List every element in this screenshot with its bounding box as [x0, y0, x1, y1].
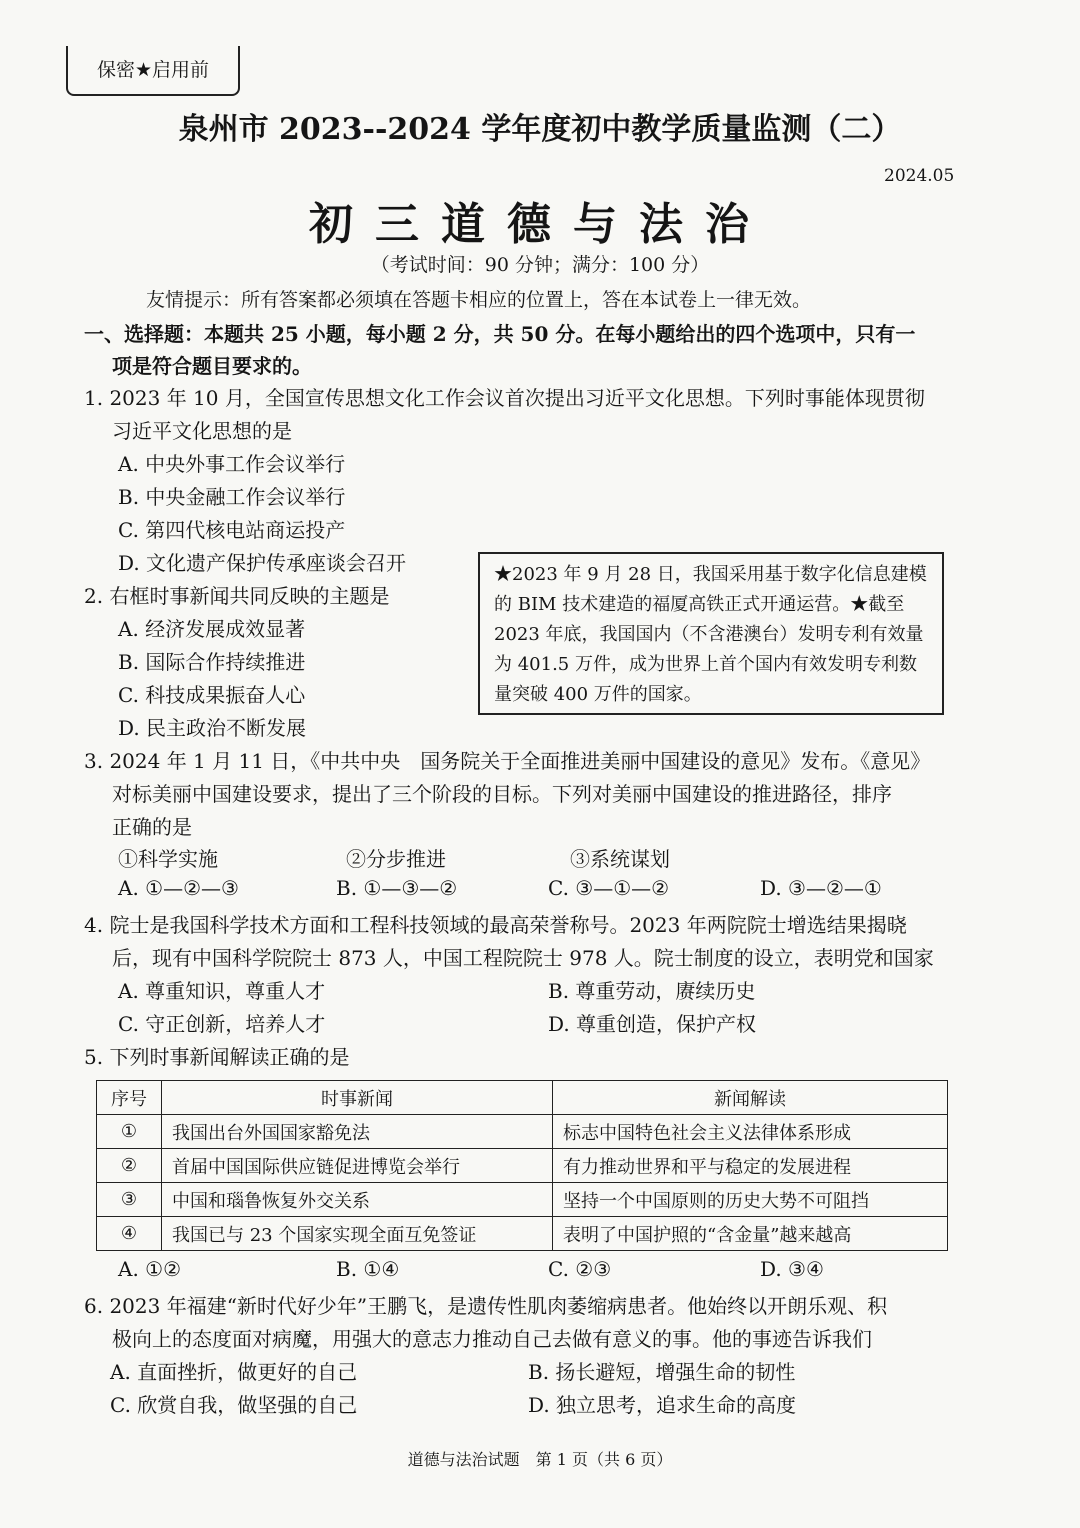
q6-option-a: A. 直面挫折，做更好的自己	[110, 1360, 358, 1384]
q3-item-3: ③系统谋划	[570, 847, 670, 871]
q6-stem: 6. 2023 年福建“新时代好少年”王鹏飞，是遗传性肌肉萎缩病患者。他始终以开朗乐观、积	[84, 1294, 888, 1318]
row-interpretation: 表明了中国护照的“含金量”越来越高	[553, 1217, 948, 1251]
q3-stem-cont: 对标美丽中国建设要求，提出了三个阶段的目标。下列对美丽中国建设的推进路径，排序	[112, 782, 892, 806]
q5-option-a: A. ①②	[118, 1257, 182, 1281]
q1-option-a: A. 中央外事工作会议举行	[118, 452, 346, 476]
q6-option-d: D. 独立思考，追求生命的高度	[528, 1393, 797, 1417]
q3-option-a: A. ①—②—③	[118, 876, 239, 900]
q4-option-d: D. 尊重创造，保护产权	[548, 1012, 757, 1036]
q5-news-table	[96, 1080, 948, 1251]
q3-option-b: B. ①—③—②	[336, 876, 458, 900]
q4-option-a: A. 尊重知识，尊重人才	[118, 979, 326, 1003]
table-row	[97, 1115, 948, 1149]
q3-item-2: ②分步推进	[346, 847, 446, 871]
q5-option-c: C. ②③	[548, 1257, 612, 1281]
confidential-stamp: 保密★启用前	[66, 46, 240, 96]
q1-stem: 1. 2023 年 10 月，全国宣传思想文化工作会议首次提出习近平文化思想。下列时事能体现贯彻	[84, 386, 925, 410]
col-header-number: 序号	[97, 1081, 162, 1115]
row-news: 首届中国国际供应链促进博览会举行	[162, 1149, 553, 1183]
q5-stem: 5. 下列时事新闻解读正确的是	[84, 1045, 350, 1069]
subject-title: 初三道德与法治	[309, 199, 771, 250]
q5-option-d: D. ③④	[760, 1257, 824, 1281]
q3-stem: 3. 2024 年 1 月 11 日，《中共中央 国务院关于全面推进美丽中国建设的意见》发布。《意见》	[84, 749, 931, 773]
table-row	[97, 1149, 948, 1183]
q4-stem-cont: 后，现有中国科学院院士 873 人，中国工程院院士 978 人。院士制度的设立，表明党和国家	[112, 946, 934, 970]
q3-option-c: C. ③—①—②	[548, 876, 670, 900]
page-footer: 道德与法治试题 第 1 页（共 6 页）	[407, 1450, 673, 1469]
q1-option-c: C. 第四代核电站商运投产	[118, 518, 346, 542]
exam-date: 2024.05	[884, 166, 955, 186]
q2-option-b: B. 国际合作持续推进	[118, 650, 306, 674]
q4-option-b: B. 尊重劳动，赓续历史	[548, 979, 756, 1003]
q6-stem-cont: 极向上的态度面对病魔，用强大的意志力推动自己去做有意义的事。他的事迹告诉我们	[112, 1327, 872, 1351]
q2-stem: 2. 右框时事新闻共同反映的主题是	[84, 584, 390, 608]
table-header-row	[97, 1081, 948, 1115]
col-header-interpretation: 新闻解读	[553, 1081, 948, 1115]
q2-news-box: ★2023 年 9 月 28 日，我国采用基于数字化信息建模的 BIM 技术建造的福厦高铁正式开通运营。★截至 2023 年底，我国国内（不含港澳台）发明专利有效量为 401.5 万件，成为世界上首个国内有效发明专利数量突破 400 万件的国家。	[478, 552, 944, 715]
row-number: ①	[97, 1115, 162, 1149]
exam-title: 泉州市 2023--2024 学年度初中教学质量监测（二）	[178, 112, 902, 147]
section-1-heading: 一、选择题：本题共 25 小题，每小题 2 分，共 50 分。在每小题给出的四个选项中，只有一	[84, 322, 916, 346]
row-interpretation: 标志中国特色社会主义法律体系形成	[553, 1115, 948, 1149]
row-number: ②	[97, 1149, 162, 1183]
row-news: 我国已与 23 个国家实现全面互免签证	[162, 1217, 553, 1251]
q3-item-1: ①科学实施	[118, 847, 218, 871]
row-number: ③	[97, 1183, 162, 1217]
q2-option-c: C. 科技成果振奋人心	[118, 683, 306, 707]
q1-option-b: B. 中央金融工作会议举行	[118, 485, 346, 509]
row-news: 我国出台外国国家豁免法	[162, 1115, 553, 1149]
q6-option-b: B. 扬长避短，增强生命的韧性	[528, 1360, 796, 1384]
row-number: ④	[97, 1217, 162, 1251]
q4-stem: 4. 院士是我国科学技术方面和工程科技领域的最高荣誉称号。2023 年两院院士增选结果揭晓	[84, 913, 907, 937]
exam-info: （考试时间：90 分钟；满分：100 分）	[370, 254, 710, 276]
section-1-heading-cont: 项是符合题目要求的。	[112, 354, 312, 378]
q4-option-c: C. 守正创新，培养人才	[118, 1012, 326, 1036]
table-row	[97, 1183, 948, 1217]
q3-option-d: D. ③—②—①	[760, 876, 882, 900]
q1-option-d: D. 文化遗产保护传承座谈会召开	[118, 551, 407, 575]
q5-option-b: B. ①④	[336, 1257, 400, 1281]
q2-option-a: A. 经济发展成效显著	[118, 617, 306, 641]
row-interpretation: 坚持一个中国原则的历史大势不可阻挡	[553, 1183, 948, 1217]
row-news: 中国和瑙鲁恢复外交关系	[162, 1183, 553, 1217]
friendly-tip: 友情提示：所有答案都必须填在答题卡相应的位置上，答在本试卷上一律无效。	[146, 289, 812, 311]
q1-stem-cont: 习近平文化思想的是	[112, 419, 292, 443]
row-interpretation: 有力推动世界和平与稳定的发展进程	[553, 1149, 948, 1183]
col-header-news: 时事新闻	[162, 1081, 553, 1115]
q2-option-d: D. 民主政治不断发展	[118, 716, 307, 740]
table-row	[97, 1217, 948, 1251]
q6-option-c: C. 欣赏自我，做坚强的自己	[110, 1393, 358, 1417]
q3-stem-cont2: 正确的是	[112, 815, 192, 839]
